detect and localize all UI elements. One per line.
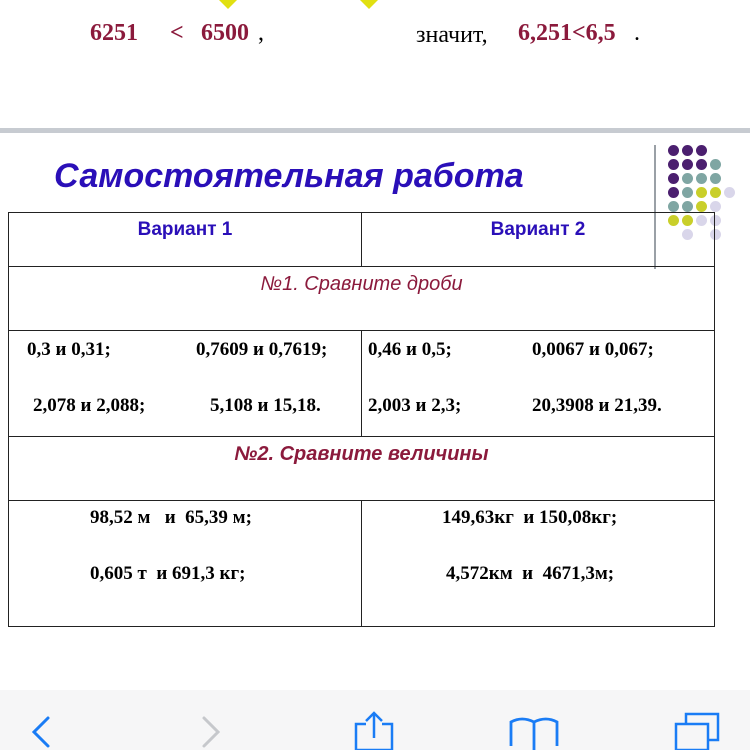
pair-item: 2,078 и 2,088; xyxy=(33,395,146,416)
task-2-variant-1 xyxy=(9,501,362,627)
pair-item: 4,572км и 4671,3м; xyxy=(446,563,615,584)
comma: , xyxy=(258,20,264,46)
pair-item: 0,7609 и 0,7619; xyxy=(196,339,328,360)
header-variant-2: Вариант 2 xyxy=(362,213,715,267)
down-arrow-icon xyxy=(360,0,378,9)
less-than-sign: < xyxy=(170,20,184,46)
browser-toolbar xyxy=(0,690,750,750)
previous-slide xyxy=(0,0,750,128)
task-table xyxy=(8,212,715,627)
task-1-heading: №1. Сравните дроби xyxy=(9,267,715,331)
pair-item: 20,3908 и 21,39. xyxy=(532,395,662,416)
task-1-variant-1 xyxy=(9,331,362,437)
pair-item: 0,3 и 0,31; xyxy=(27,339,111,360)
current-slide xyxy=(0,133,750,690)
down-arrow-icon xyxy=(219,0,237,9)
conclusion-result: 6,251<6,5 xyxy=(518,20,616,46)
task-2-variant-2 xyxy=(362,501,715,627)
number-right: 6500 xyxy=(201,20,249,46)
conclusion-word: значит, xyxy=(416,22,488,48)
pair-item: 0,605 т и 691,3 кг; xyxy=(90,563,246,584)
pair-item: 2,003 и 2,3; xyxy=(368,395,462,416)
task-1-variant-2 xyxy=(362,331,715,437)
slide-title: Самостоятельная работа xyxy=(54,157,524,195)
tabs-icon[interactable] xyxy=(672,712,722,750)
bookmarks-icon[interactable] xyxy=(508,716,560,750)
pair-item: 149,63кг и 150,08кг; xyxy=(442,507,618,528)
pair-item: 5,108 и 15,18. xyxy=(210,395,321,416)
header-variant-1: Вариант 1 xyxy=(9,213,362,267)
pair-item: 0,46 и 0,5; xyxy=(368,339,452,360)
task-2-heading: №2. Сравните величины xyxy=(9,437,715,501)
period: . xyxy=(634,20,640,46)
pair-item: 0,0067 и 0,067; xyxy=(532,339,654,360)
forward-icon[interactable] xyxy=(198,714,224,750)
number-left: 6251 xyxy=(90,20,138,46)
pair-item: 98,52 м и 65,39 м; xyxy=(90,507,252,528)
back-icon[interactable] xyxy=(28,714,54,750)
share-icon[interactable] xyxy=(352,710,396,750)
